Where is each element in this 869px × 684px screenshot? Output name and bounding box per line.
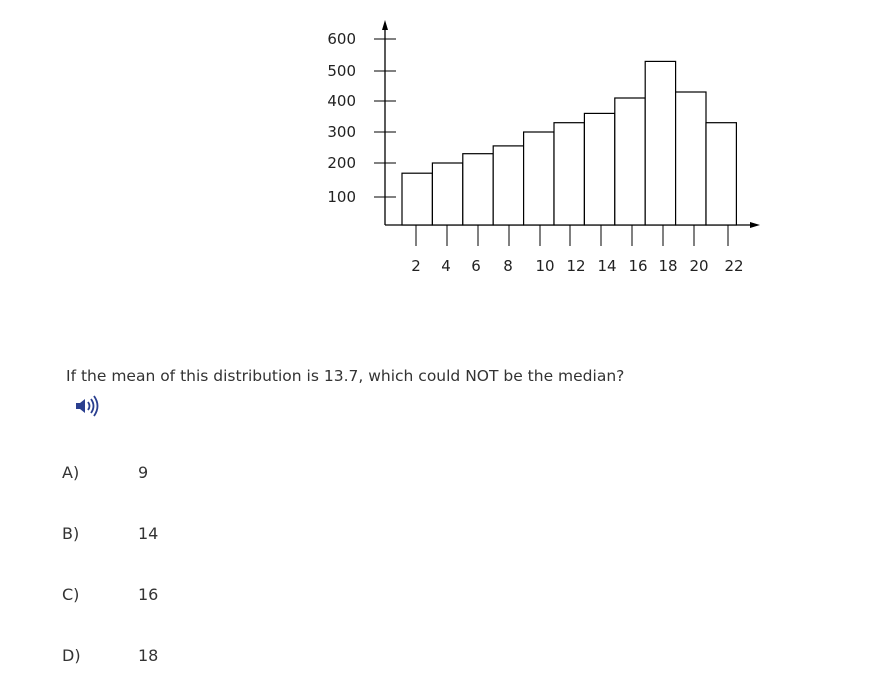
histogram-bar-2 [402,173,432,225]
speaker-icon[interactable] [74,394,102,418]
x-tick-label-16: 16 [628,257,648,275]
x-tick-label-2: 2 [411,257,421,275]
choice-a-value: 9 [138,463,149,482]
x-axis-ticks [411,225,743,275]
choice-a-letter: A) [62,463,80,482]
x-tick-label-6: 6 [471,257,481,275]
choice-d-value: 18 [138,646,159,665]
choice-c-value: 16 [138,585,159,604]
choice-c[interactable] [62,585,262,609]
choice-c-letter: C) [62,585,80,604]
histogram-bars [402,61,736,225]
x-tick-label-20: 20 [689,257,709,275]
x-tick-label-10: 10 [535,257,555,275]
choice-b[interactable] [62,524,262,548]
y-tick-label-500: 500 [327,62,356,80]
histogram-bar-4 [432,163,462,225]
choice-d[interactable] [62,646,262,670]
x-tick-label-8: 8 [503,257,513,275]
x-tick-label-18: 18 [658,257,678,275]
y-axis-arrow [382,20,388,30]
histogram-bar-18 [645,61,675,225]
y-tick-label-400: 400 [327,92,356,110]
histogram-bar-22 [706,123,736,225]
x-axis-arrow [750,222,760,228]
x-tick-label-4: 4 [441,257,451,275]
y-tick-label-200: 200 [327,154,356,172]
choice-a[interactable] [62,463,262,487]
histogram-chart [0,0,869,300]
histogram-bar-16 [615,98,645,225]
choice-b-value: 14 [138,524,159,543]
histogram-bar-10 [524,132,554,225]
x-tick-label-12: 12 [566,257,586,275]
question-text: If the mean of this distribution is 13.7, which could NOT be the median? [66,367,625,385]
histogram-bar-8 [493,146,523,225]
histogram-bar-12 [554,123,584,225]
y-axis-ticks [327,30,396,206]
choice-d-letter: D) [62,646,81,665]
y-tick-label-100: 100 [327,188,356,206]
histogram-bar-6 [463,154,493,225]
histogram-bar-20 [676,92,706,225]
x-tick-label-22: 22 [724,257,744,275]
histogram-bar-14 [584,113,614,225]
choice-b-letter: B) [62,524,80,543]
x-tick-label-14: 14 [597,257,617,275]
y-tick-label-600: 600 [327,30,356,48]
y-tick-label-300: 300 [327,123,356,141]
